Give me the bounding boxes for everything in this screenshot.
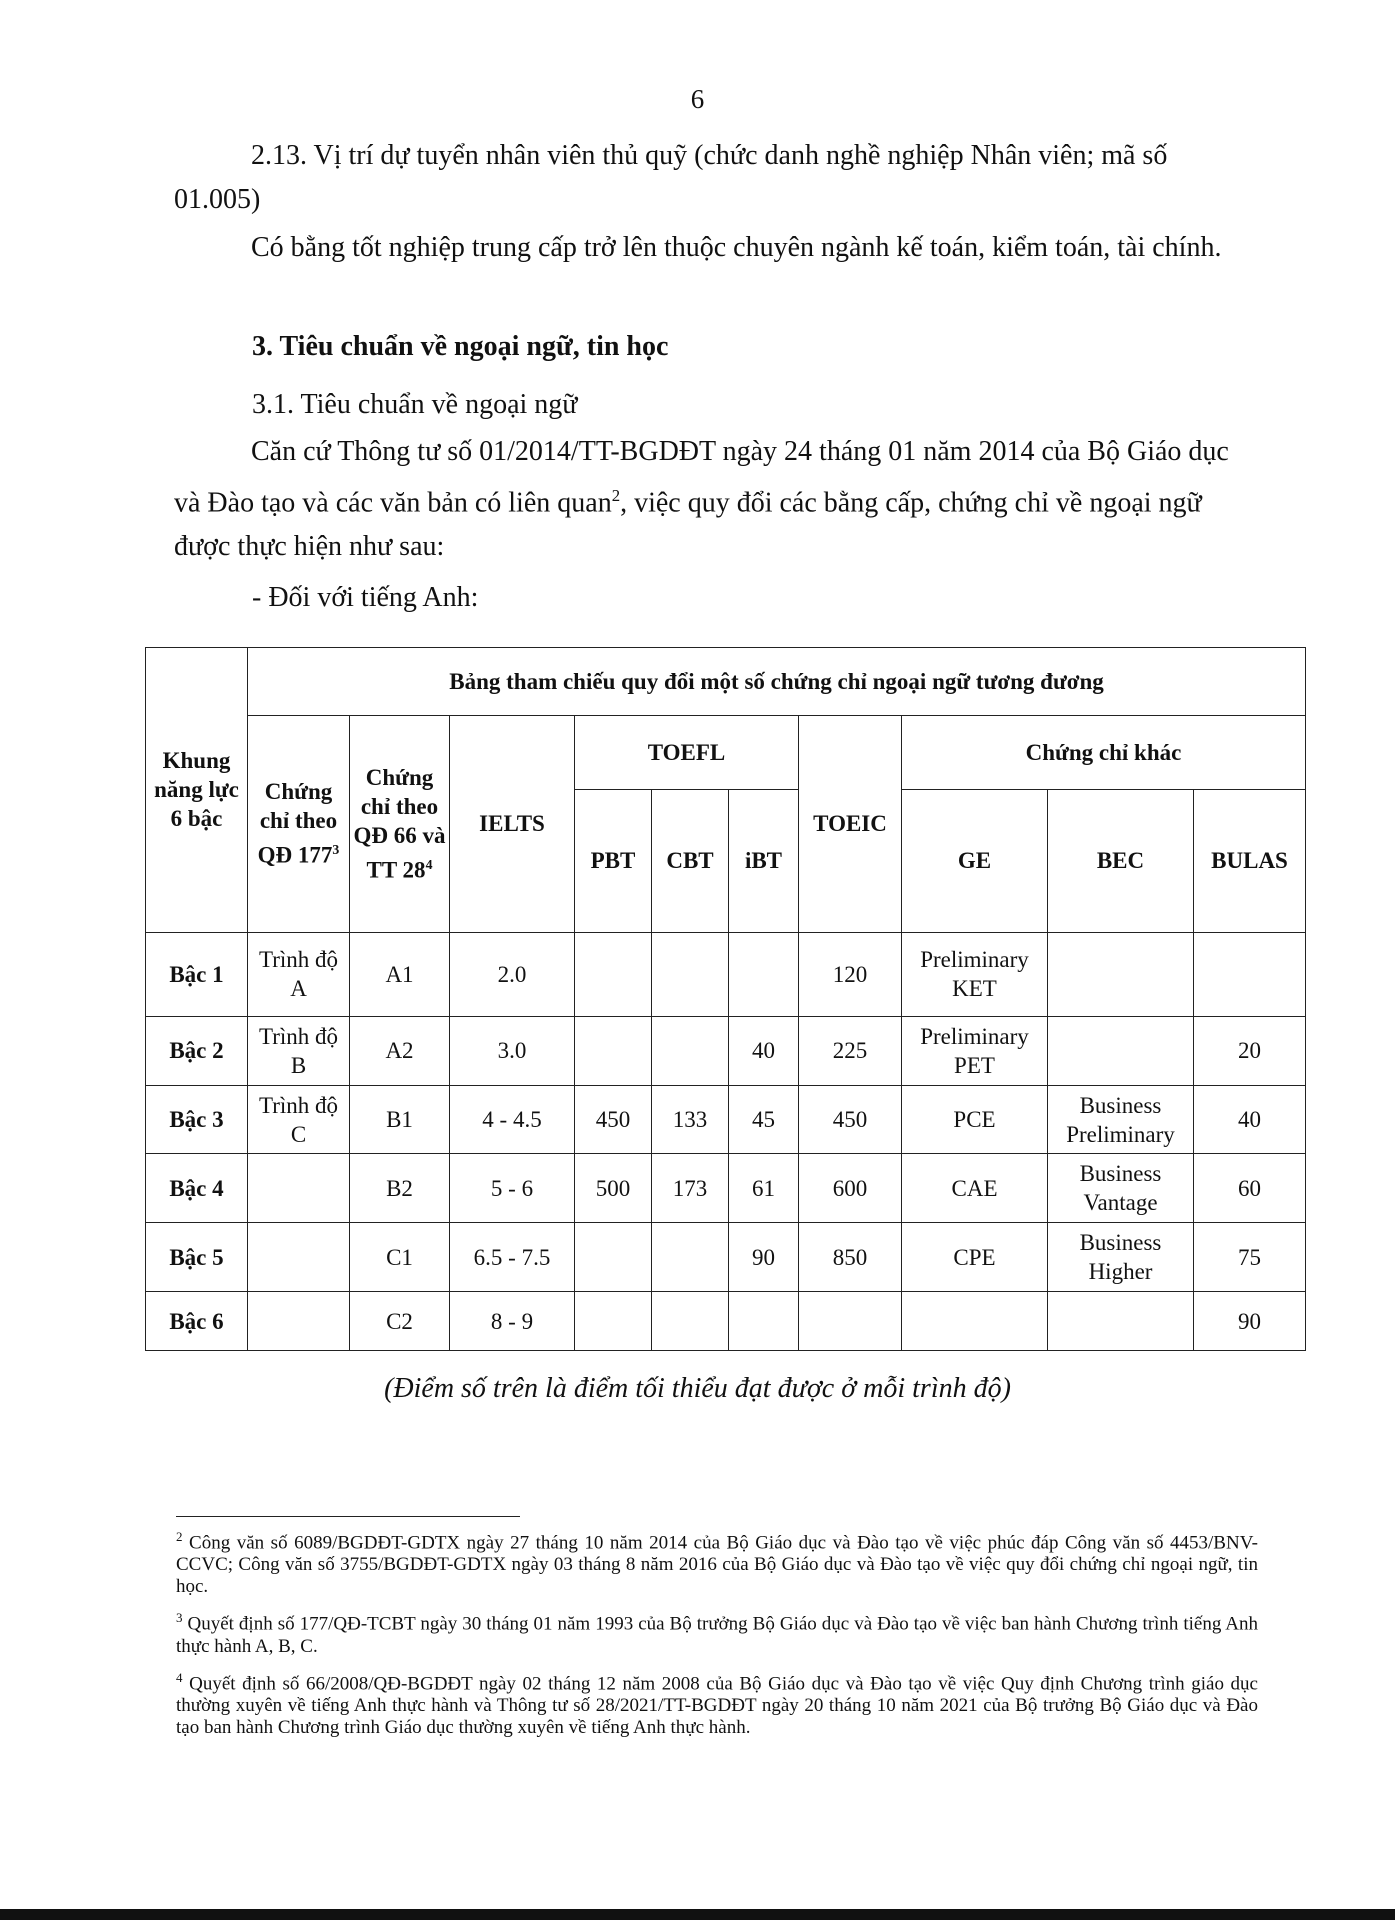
section-2-13-title: 2.13. Vị trí dự tuyển nhân viên thủ quỹ (chức danh nghề nghiệp Nhân viên; mã số 01.005)	[174, 140, 1168, 215]
cell-bec	[1048, 1292, 1194, 1351]
cell-bec	[1048, 1016, 1194, 1085]
cell-bulas: 40	[1194, 1085, 1306, 1154]
cell-ibt: 61	[729, 1154, 799, 1223]
header-cbt: CBT	[652, 789, 729, 932]
cell-ielts: 5 - 6	[450, 1154, 575, 1223]
cell-pbt: 450	[575, 1085, 652, 1154]
footnote-2: $^2$ Công văn số 6089/BGDĐT-GDTX ngày 27 tháng 10 năm 2014 của Bộ Giáo dục và Đào tạo về việc phúc đáp Công văn số 4453/BNV-CCVC; Công văn số 3755/BGDĐT-GDTX ngày 03 tháng 8 năm 2016 của Bộ Giáo dục và Đào tạo về việc quy đổi chứng chỉ ngoại ngữ, tin học.	[176, 1529, 1259, 1598]
cell-toeic	[799, 1292, 902, 1351]
page-number: 6	[690, 84, 705, 114]
cell-ge: PCE	[902, 1085, 1048, 1154]
section-2-13-requirement: Có bằng tốt nghiệp trung cấp trở lên thuộc chuyên ngành kế toán, kiểm toán, tài chính.	[251, 232, 1222, 263]
header-toeic: TOEIC	[799, 715, 902, 932]
cell-ielts: 8 - 9	[450, 1292, 575, 1351]
cell-ibt	[729, 1292, 799, 1351]
table-row	[146, 1223, 1306, 1292]
cell-qd66: B1	[350, 1085, 450, 1154]
cell-cbt	[652, 932, 729, 1016]
header-bulas: BULAS	[1194, 789, 1306, 932]
cell-bulas: 90	[1194, 1292, 1306, 1351]
cell-ibt: 90	[729, 1223, 799, 1292]
cell-cbt: 173	[652, 1154, 729, 1223]
cell-pbt	[575, 932, 652, 1016]
footnote-ref-3: 3	[332, 842, 340, 858]
cell-qd66: C1	[350, 1223, 450, 1292]
language-reference-table	[145, 647, 1306, 1351]
cell-ge: CPE	[902, 1223, 1048, 1292]
cell-cbt: 133	[652, 1085, 729, 1154]
cell-level: Bậc 2	[146, 1016, 248, 1085]
table-row	[146, 932, 1306, 1016]
cell-ge	[902, 1292, 1048, 1351]
table-caption: (Điểm số trên là điểm tối thiểu đạt được ở mỗi trình độ)	[384, 1373, 1011, 1404]
table-row	[146, 1154, 1306, 1223]
cell-qd177: Trình độ B	[248, 1016, 350, 1085]
cell-level: Bậc 4	[146, 1154, 248, 1223]
cell-toeic: 600	[799, 1154, 902, 1223]
footnote-3: $^3$ Quyết định số 177/QĐ-TCBT ngày 30 tháng 01 năm 1993 của Bộ trưởng Bộ Giáo dục và Đào tạo về việc ban hành Chương trình tiếng Anh thực hành A, B, C.	[176, 1610, 1258, 1657]
cell-qd177: Trình độ A	[248, 932, 350, 1016]
english-label: - Đối với tiếng Anh:	[252, 582, 479, 613]
header-framework: Khung năng lực 6 bậc	[146, 648, 248, 933]
cell-ibt	[729, 932, 799, 1016]
cell-ge: Preliminary KET	[902, 932, 1048, 1016]
cell-ielts: 6.5 - 7.5	[450, 1223, 575, 1292]
footnote-divider	[176, 1516, 520, 1517]
section-3-1-heading: 3.1. Tiêu chuẩn về ngoại ngữ	[252, 389, 578, 420]
intro-text-cont: , việc quy đổi các bằng cấp, chứng chỉ về ngoại ngữ được thực hiện như sau:	[174, 487, 1202, 563]
cell-bulas: 20	[1194, 1016, 1306, 1085]
cell-pbt	[575, 1223, 652, 1292]
table-title: Bảng tham chiếu quy đổi một số chứng chỉ ngoại ngữ tương đương	[248, 648, 1306, 716]
cell-qd177	[248, 1292, 350, 1351]
cell-ielts: 4 - 4.5	[450, 1085, 575, 1154]
cell-bulas: 75	[1194, 1223, 1306, 1292]
header-qd177: Chứng chỉ theo QĐ $177^3$	[248, 715, 350, 932]
cell-bulas	[1194, 932, 1306, 1016]
footnotes	[176, 1526, 1258, 1748]
cell-qd66: A2	[350, 1016, 450, 1085]
cell-qd66: A1	[350, 932, 450, 1016]
intro-text: Căn cứ Thông tư số 01/2014/TT-BGDĐT ngày 24 tháng 01 năm 2014 của Bộ Giáo dục và Đào tạo và các văn bản có liên quan	[174, 436, 1229, 519]
header-ge: GE	[902, 789, 1048, 932]
cell-pbt	[575, 1016, 652, 1085]
cell-bec: Business Preliminary	[1048, 1085, 1194, 1154]
header-other-certs: Chứng chỉ khác	[902, 715, 1306, 789]
section-3-heading: 3. Tiêu chuẩn về ngoại ngữ, tin học	[252, 331, 669, 362]
cell-qd177: Trình độ C	[248, 1085, 350, 1154]
table-row	[146, 1292, 1306, 1351]
footnote-ref-4: 4	[425, 856, 433, 872]
cell-level: Bậc 1	[146, 932, 248, 1016]
header-toefl: TOEFL	[575, 715, 799, 789]
header-ibt: iBT	[729, 789, 799, 932]
cell-qd66: C2	[350, 1292, 450, 1351]
cell-qd177	[248, 1223, 350, 1292]
cell-level: Bậc 5	[146, 1223, 248, 1292]
table-row	[146, 1016, 1306, 1085]
cell-level: Bậc 3	[146, 1085, 248, 1154]
footnote-ref-2: 2	[611, 486, 621, 505]
header-ielts: IELTS	[450, 715, 575, 932]
scan-bottom-edge	[0, 1909, 1395, 1920]
cell-toeic: 450	[799, 1085, 902, 1154]
cell-bec: Business Vantage	[1048, 1154, 1194, 1223]
cell-ibt: 45	[729, 1085, 799, 1154]
header-pbt: PBT	[575, 789, 652, 932]
cell-cbt	[652, 1292, 729, 1351]
section-3-intro	[174, 430, 1254, 569]
cell-cbt	[652, 1223, 729, 1292]
cell-bulas: 60	[1194, 1154, 1306, 1223]
cell-toeic: 225	[799, 1016, 902, 1085]
cell-ielts: 3.0	[450, 1016, 575, 1085]
cell-bec: Business Higher	[1048, 1223, 1194, 1292]
cell-ge: CAE	[902, 1154, 1048, 1223]
header-bec: BEC	[1048, 789, 1194, 932]
cell-pbt: 500	[575, 1154, 652, 1223]
cell-toeic: 120	[799, 932, 902, 1016]
cell-ibt: 40	[729, 1016, 799, 1085]
cell-cbt	[652, 1016, 729, 1085]
header-qd66: Chứng chỉ theo QĐ 66 và TT $28^4$	[350, 715, 450, 932]
table-row	[146, 1085, 1306, 1154]
cell-level: Bậc 6	[146, 1292, 248, 1351]
footnote-4: $^4$ Quyết định số 66/2008/QĐ-BGDĐT ngày 02 tháng 12 năm 2008 của Bộ Giáo dục và Đào tạo về việc Quy định Chương trình giáo dục thường xuyên về tiếng Anh thực hành và Thông tư số 28/2021/TT-BGDĐT ngày 20 tháng 10 năm 2021 của Bộ trưởng Bộ Giáo dục và Đào tạo ban hành Chương trình Giáo dục thường xuyên về tiếng Anh thực hành.	[176, 1669, 1258, 1738]
cell-ielts: 2.0	[450, 932, 575, 1016]
cell-ge: Preliminary PET	[902, 1016, 1048, 1085]
cell-toeic: 850	[799, 1223, 902, 1292]
cell-bec	[1048, 932, 1194, 1016]
cell-qd66: B2	[350, 1154, 450, 1223]
cell-qd177	[248, 1154, 350, 1223]
cell-pbt	[575, 1292, 652, 1351]
